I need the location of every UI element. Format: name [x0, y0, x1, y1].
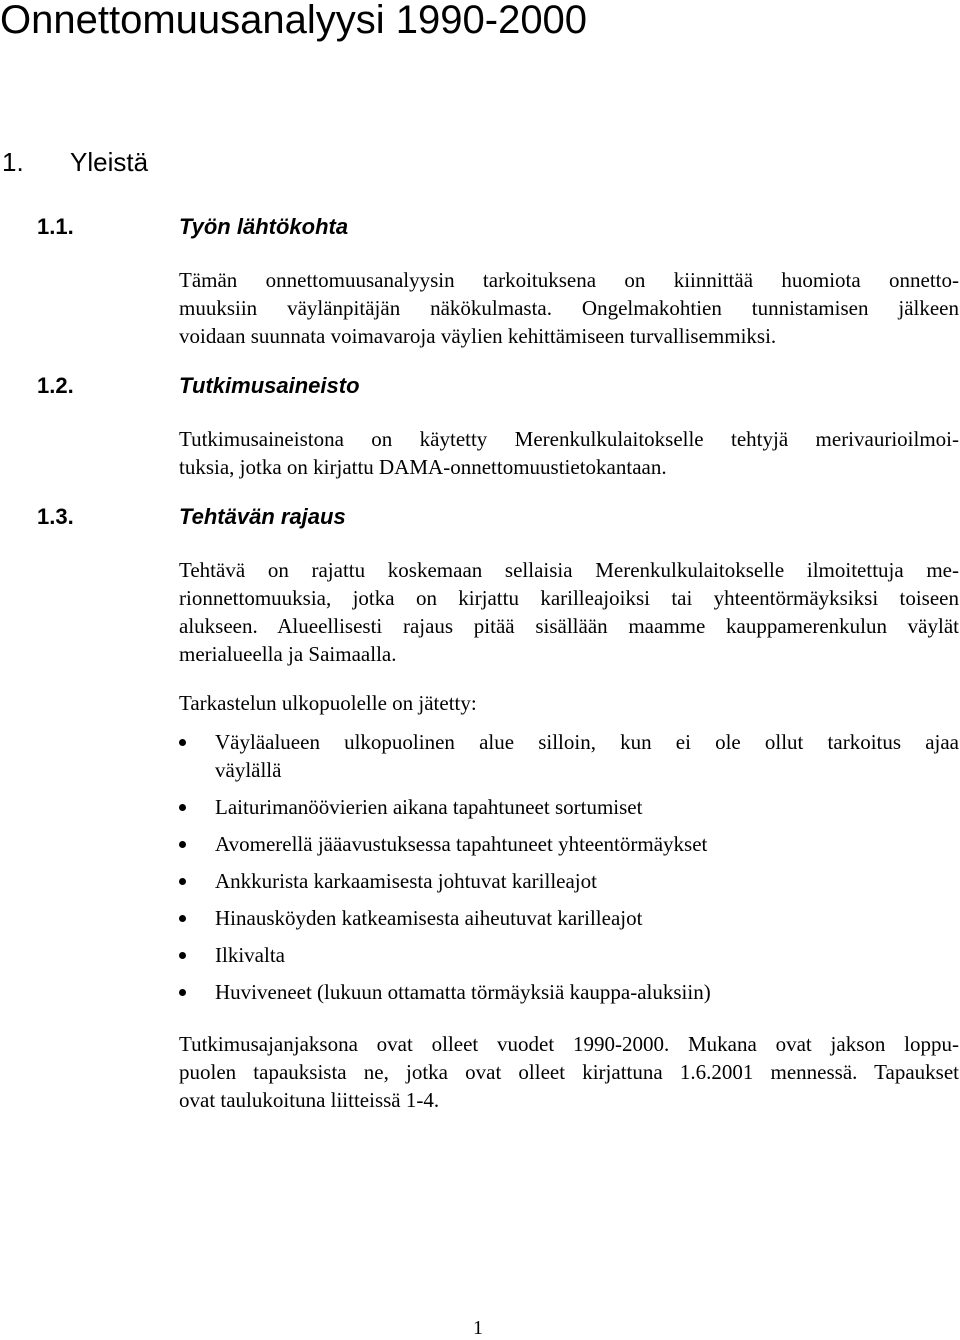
subsection-1-3-number: 1.3. [37, 504, 74, 529]
paragraph-line: puolen tapauksista ne, jotka ovat olleet kirjattuna 1.6.2001 mennessä. Tapaukset [179, 1060, 959, 1084]
list-item [179, 728, 959, 784]
list-item-line: Ankkurista karkaamisesta johtuvat karilleajot [215, 869, 597, 893]
list-item [179, 793, 959, 821]
list-item [179, 830, 959, 858]
bullet-icon [179, 804, 186, 811]
list-item-line: Huviveneet (lukuun ottamatta törmäyksiä kauppa-aluksiin) [215, 980, 711, 1004]
list-item-line: Laiturimanöövierien aikana tapahtuneet sortumiset [215, 795, 643, 819]
paragraph-tutkimusaineisto [179, 425, 959, 481]
list-item-line: Ilkivalta [215, 943, 285, 967]
list-item-line: väylällä [215, 758, 282, 782]
paragraph-tutkimusajanjakso [179, 1030, 959, 1114]
paragraph-line: voidaan suunnata voimavaroja väylien kehittämiseen turvallisemmiksi. [179, 324, 777, 348]
paragraph-line: ovat taulukoituna liitteissä 1-4. [179, 1088, 440, 1112]
bullet-icon [179, 841, 186, 848]
list-item [179, 904, 959, 932]
subsection-1-1-number: 1.1. [37, 214, 74, 239]
list-item-line: Avomerellä jääavustuksessa tapahtuneet yhteentörmäykset [215, 832, 708, 856]
paragraph-line: rionnettomuuksia, jotka on kirjattu karilleajoiksi tai yhteentörmäyksiksi toiseen [179, 586, 959, 610]
paragraph-line: Tarkastelun ulkopuolelle on jätetty: [179, 691, 477, 715]
paragraph-line: alukseen. Alueellisesti rajaus pitää sisällään maamme kauppamerenkulun väylät [179, 614, 959, 638]
list-item [179, 867, 959, 895]
list-item-line: Hinausköyden katkeamisesta aiheutuvat karilleajot [215, 906, 643, 930]
bullet-icon [179, 952, 186, 959]
paragraph-line: muuksiin väylänpitäjän näkökulmasta. Ongelmakohtien tunnistamisen jälkeen [179, 296, 959, 320]
paragraph-line: merialueella ja Saimaalla. [179, 642, 397, 666]
exclusions-list [179, 728, 959, 1015]
list-item [179, 941, 959, 969]
section-1-title: Yleistä [70, 147, 149, 177]
subsection-1-2-title: Tutkimusaineisto [179, 373, 360, 398]
bullet-icon [179, 915, 186, 922]
list-item-line: Väyläalueen ulkopuolinen alue silloin, kun ei ole ollut tarkoitus ajaa [215, 730, 959, 754]
bullet-icon [179, 878, 186, 885]
bullet-icon [179, 989, 186, 996]
paragraph-tyon-lahtokohta [179, 266, 959, 350]
section-1-number: 1. [2, 147, 24, 177]
document-title: Onnettomuusanalyysi 1990-2000 [0, 0, 588, 42]
paragraph-line: Tutkimusaineistona on käytetty Merenkulkulaitokselle tehtyjä merivaurioilmoi- [179, 427, 959, 451]
paragraph-line: Tutkimusajanjaksona ovat olleet vuodet 1990-2000. Mukana ovat jakson loppu- [179, 1032, 959, 1056]
subsection-1-2-number: 1.2. [37, 373, 74, 398]
page-number: 1 [473, 1317, 483, 1339]
paragraph-line: Tehtävä on rajattu koskemaan sellaisia Merenkulkulaitokselle ilmoitettuja me- [179, 558, 959, 582]
paragraph-line: tuksia, jotka on kirjattu DAMA-onnettomuustietokantaan. [179, 455, 667, 479]
paragraph-tehtavan-rajaus [179, 556, 959, 668]
subsection-1-3-title: Tehtävän rajaus [179, 504, 346, 529]
paragraph-exclusions-intro [179, 689, 959, 717]
subsection-1-1-title: Työn lähtökohta [179, 214, 349, 239]
paragraph-line: Tämän onnettomuusanalyysin tarkoituksena on kiinnittää huomiota onnetto- [179, 268, 959, 292]
bullet-icon [179, 739, 186, 746]
list-item [179, 978, 959, 1006]
